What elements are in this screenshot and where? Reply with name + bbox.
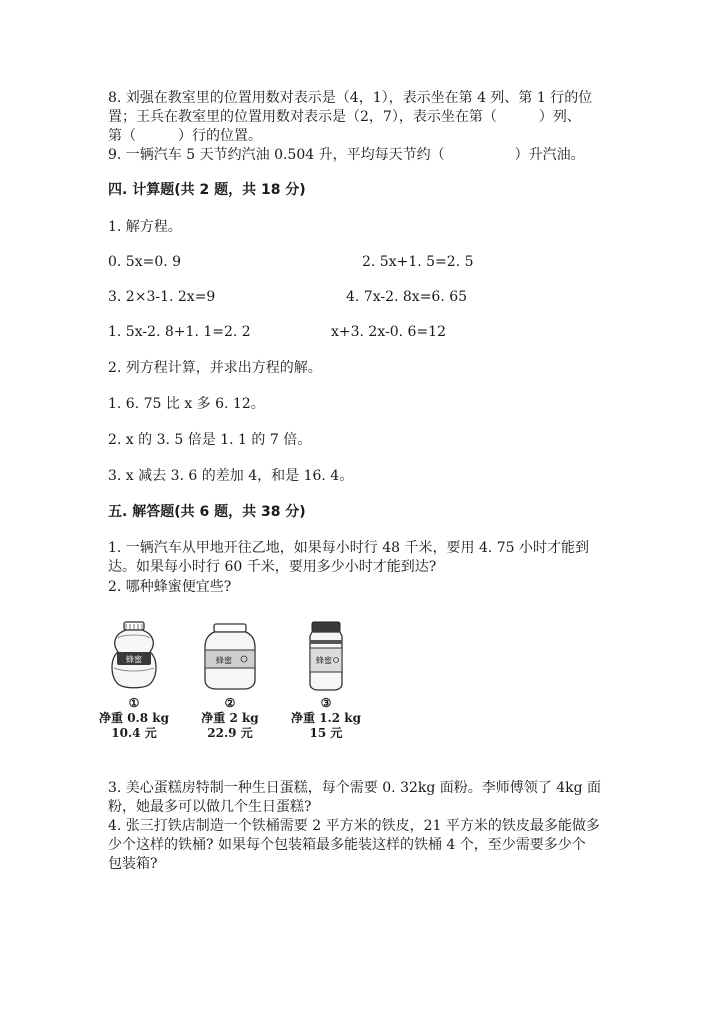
- jar-1-weight: 净重 0.8 kg: [99, 711, 169, 725]
- jar-3-caption: [286, 696, 366, 741]
- section4-p2-title: 2. 列方程计算，并求出方程的解。: [108, 360, 322, 376]
- jar-3-price: 15 元: [309, 726, 343, 740]
- section4-p2-item-3: 3. x 减去 3. 6 的差加 4，和是 16. 4。: [108, 468, 354, 484]
- section4-title: 四. 计算题(共 2 题，共 18 分): [108, 182, 306, 198]
- jar-2-caption: [190, 696, 270, 741]
- section4-p2-item-1: 1. 6. 75 比 x 多 6. 12。: [108, 396, 265, 412]
- equation-3-left: 1. 5x-2. 8+1. 1=2. 2: [108, 324, 251, 340]
- section5-q4-line2: 少个这样的铁桶? 如果每个包装箱最多能装这样的铁桶 4 个，至少需要多少个: [108, 837, 586, 853]
- section5-q4-line1: 4. 张三打铁店制造一个铁桶需要 2 平方米的铁皮，21 平方米的铁皮最多能做多: [108, 818, 600, 834]
- q9-text: 9. 一辆汽车 5 天节约汽油 0.504 升，平均每天节约（ ）升汽油。: [108, 147, 585, 163]
- honey-jar-1-icon: [104, 618, 164, 693]
- jar-1-price: 10.4 元: [111, 726, 157, 740]
- jar-1-label: 蜂蜜: [126, 655, 142, 664]
- honey-jar-2-icon: [200, 618, 260, 693]
- section5-q1-line1: 1. 一辆汽车从甲地开往乙地，如果每小时行 48 千米，要用 4. 75 小时才能到: [108, 540, 590, 556]
- equation-1-right: 2. 5x+1. 5=2. 5: [362, 254, 474, 270]
- section5-q3-line1: 3. 美心蛋糕房特制一种生日蛋糕，每个需要 0. 32kg 面粉。李师傅领了 4kg 面: [108, 780, 602, 796]
- equation-2-left: 3. 2×3-1. 2x=9: [108, 289, 216, 305]
- equation-1-left: 0. 5x=0. 9: [108, 254, 182, 270]
- section4-p1-title: 1. 解方程。: [108, 219, 182, 235]
- jar-3-number: ③: [320, 696, 332, 710]
- equation-3-right: x+3. 2x-0. 6=12: [331, 324, 446, 340]
- section4-p2-item-2: 2. x 的 3. 5 倍是 1. 1 的 7 倍。: [108, 432, 312, 448]
- honey-jar-3-icon: [296, 618, 356, 693]
- jar-2-label: 蜂蜜: [216, 656, 232, 665]
- jar-3-weight: 净重 1.2 kg: [291, 711, 361, 725]
- jar-1-caption: [94, 696, 174, 741]
- honey-jars-figure: [100, 618, 380, 748]
- jar-2-weight: 净重 2 kg: [201, 711, 259, 725]
- section5-q4-line3: 包装箱?: [108, 856, 158, 872]
- equation-2-right: 4. 7x-2. 8x=6. 65: [346, 289, 468, 305]
- section5-q2-text: 2. 哪种蜂蜜便宜些?: [108, 579, 232, 595]
- section5-title: 五. 解答题(共 6 题，共 38 分): [108, 504, 306, 520]
- jar-1-number: ①: [128, 696, 140, 710]
- q8-line2: 置；王兵在教室里的位置用数对表示是（2，7），表示坐在第（ ）列、: [108, 109, 581, 125]
- jar-2-price: 22.9 元: [207, 726, 253, 740]
- section5-q1-line2: 达。如果每小时行 60 千米，要用多少小时才能到达?: [108, 559, 437, 575]
- section5-q3-line2: 粉，她最多可以做几个生日蛋糕?: [108, 799, 312, 815]
- jar-3-label: 蜂蜜: [316, 656, 332, 665]
- q8-line3: 第（ ）行的位置。: [108, 128, 262, 144]
- q8-line1: 8. 刘强在教室里的位置用数对表示是（4，1），表示坐在第 4 列、第 1 行的位: [108, 90, 593, 106]
- jar-2-number: ②: [224, 696, 236, 710]
